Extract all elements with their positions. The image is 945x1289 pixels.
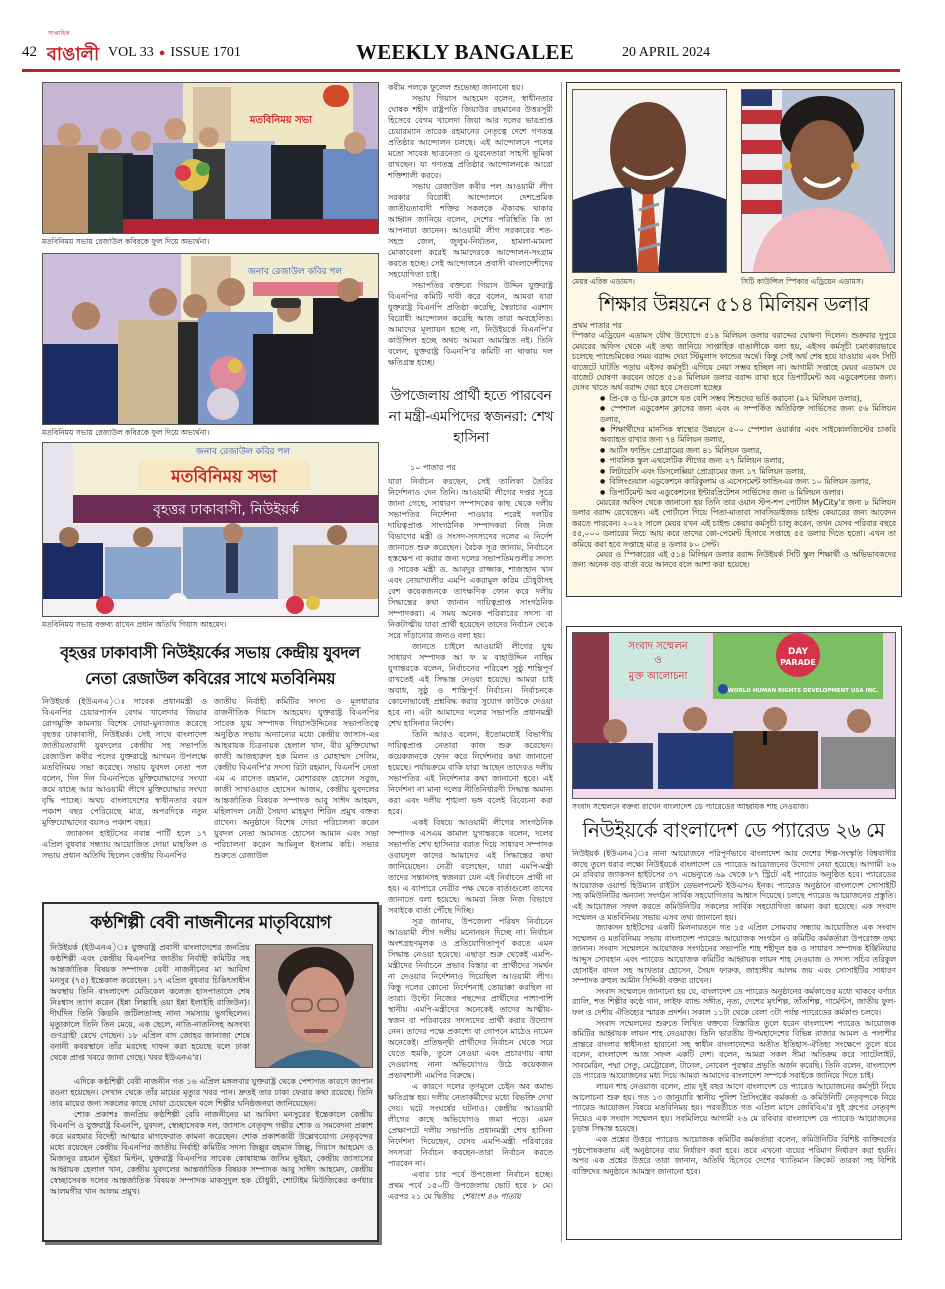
middle-story-text: [388, 476, 553, 1240]
education-bullet: ● লিটারেসি এবং ডিসলেক্সিয়া প্রোগ্রামের জন্য ১৭ মিলিয়ন ডলার,: [572, 467, 896, 477]
middle-para2: জানতে চাইলে আওয়ামী লীগের যুগ্ম সাধারণ সম্পাদক আ ফ ম বাহাউদ্দিন নাছিম যুগান্তরকে বলেন, নির্বাচনের পরিবেশ সুষ্ঠু শান্তিপূর্ণ রাখতেই এই সিদ্ধান্ত নেওয়া হয়েছে। আমরা চাই অবাধ, সুষ্ঠু ও শান্তিপূর্ণ নির্বাচন। নির্বাচনকে কোনোভাবেই প্রশ্নবিদ্ধ করার সুযোগ কাউকে দেওয়া হবে না। এটা আমাদের দলের সভাপতি প্রধানমন্ত্রী শেখ হাসিনার নির্দেশ।: [388, 642, 553, 728]
parade-para2: জ্যাকসন হাইটসের একটি মিলনায়তনে গত ১৫ এপ্রিল সোমবার সন্ধ্যায় আয়োজিত এক সংবাদ সম্মেলন ও মতবিনিময় সভায় বাংলাদেশ প্যারেড আয়োজক সংগঠন ও কমিটির কর্মকর্তারা উপরোক্ত তথ্য জানান। সংবাদ সম্মেলনে আয়োজক সংগঠনের সভাপতি শাহ শহীদুল হক ও সাধারণ সম্পাদক ইঞ্জিনিয়ার আব্দুস সোবহান এবং প্যারেড আয়োজক কমিটির আহ্বায়ক লায়ন শাহ নেওয়াজ ও সদস্য সচিব তরিকুল হোসাইন বাদল সহ আখতার হোসেন, সৈয়দ ফারুক, জাহাঙ্গীর আলম জয় এবং সোসাইটির সাধারণ সম্পাদক রুহুল আমীন সিদ্দিকী বক্তব্য রাখেন।: [572, 923, 896, 986]
banner-right-day: DAY: [787, 647, 809, 657]
photo-reception-2-caption: মতবিনিময় সভায় রেজাউল কবিরকে ফুল দিয়ে অভ্যর্থনা।: [42, 428, 210, 437]
column-divider: [561, 82, 562, 1242]
obituary-para1: [50, 942, 250, 1074]
photo-reception-1: [42, 82, 379, 234]
education-headline: শিক্ষার উন্নয়নে ৫১৪ মিলিয়ন ডলার: [598, 292, 869, 316]
photo-speech: [42, 442, 379, 617]
education-bullet: ● ডিপার্টমেন্ট অব এডুকেশনের ইন্টারপ্রিটেশন সার্ভিসের জন্য ৬ মিলিয়ন ডলার।: [572, 488, 896, 498]
middle-cont-para4: সভাপতির বক্তব্যে গিয়াস উদ্দিন যুক্তরাষ্ট্র বিএনপির কমিটি দাবী করে বলেন, আমরা যারা যুক্তরাষ্ট্র বিএনপি প্রতিষ্ঠা করেছি, স্বৈরাচার এরশাদ বিরোধী আন্দোলন করেছি আজ তারা অবহেলিত। আমাদের মূল্যায়ন হচ্ছে না, নিউইয়র্কে বিএনপি'র কাউন্সিল হচ্ছে অথচ আমরা আমন্ত্রিত নই। তিনি বলেন, যুক্তরাষ্ট্র বিএনপি'র কমিটি না থাকায় দল ক্ষতিগ্রস্ত হচ্ছে।: [388, 281, 553, 367]
education-bullet: ● আর্টস ফান্ডিং প্রোগ্রামের জন্য ৪১ মিলিয়ন ডলার,: [572, 446, 896, 456]
education-intro: স্পিকার এড্রিয়েন এডামস যৌথ উদ্যোগে ৫১৪ মিলিয়ন ডলার বরাদ্দের ঘোষণা দিলেন। শুক্রবার দুপুরে মেয়রের অফিস থেকে এই তথ্য জানিয়ে সাপ্তাহিক বাঙালীকে বলা হয়, এইসব কর্মসূচী চমৎকারভাবে চলেছে প্যান্ডেমিকের সময় বরাদ্দ দেয়া স্টিমুলাস ফান্ডের অর্থে। কিন্তু সেই অর্থ শেষ হয়ে যাওয়ায় এবং সিটি বাজেটে ঘাটতি পড়ায় এইসব কর্মসূচী এগিয়ে নেয়া সম্ভব হচ্ছিল না। আগামী সপ্তাহে মেয়র এডামস যে বাজেট ঘোষণা করবেন তাতে ৫১৪ মিলিয়ন ডলার বরাদ্দ রাখা হবে ডিপার্টমেন্ট অব এডুকেশনের জন্য। যেসব খাতে অর্থ বরাদ্দ দেয়া হবে সেগুলো হচ্ছেঃ: [572, 331, 896, 393]
education-para-mycity: মেয়রের অফিস থেকে জানানো হয় তিনি তার ওয়ান স্টপ-শপ পোর্টাল MyCity'র জন্য ৮ মিলিয়ন ডলার বরাদ্দ রেখেছেন। এই পোর্টালে গিয়ে পিতা-মাতারা সাবসিডাইজড চাইল্ড কেয়ারের জন্য আবেদন করতে পারবেন। ২০২২ সালে মেয়র যখন এই চাইল্ড কেয়ার কর্মসূচী চালু করেন, তখন যেসব পরিবার বছরে ৫৫,০০০ ডলারের নিচে আয় করে তাদের কো-পেমেন্ট হিসাবে সপ্তাহে ৫৫ ডলার দিতে হতো। এখন তা কমিয়ে করা হবে সপ্তাহে মাত্র ৪ ডলার ৮০ সেন্ট।: [572, 497, 896, 549]
left-col1-para1: নিউইয়র্ক (ইউএনএ)ঃ সাবেক প্রধানমন্ত্রী ও বিএনপির চেয়ারপার্সন বেগম খালেদার জিয়ার রোগমুক্তি কামনায় বিশেষ দোয়া-মুনাজাত করেছে বৃহত্তর ঢাকাবাসী, নিউইয়র্ক। সেই সাথে বাংলাদেশ জাতীয়তাবাদী যুবদলের কেন্দ্রীয় সহ সভাপতি রেজাউল কবীর পলের যুক্তরাষ্ট্রে আগমন উপলক্ষে মতবিনিময় সভা করেছে। সভায় যুবদল নেতা পল বলেন, দিন দিন বিএনপিতে মুক্তিযোদ্ধাদের সংখ্যা কমে যাচ্ছে আর আওয়ামী লীগে মুক্তিযোদ্ধার সংখ্যা বৃদ্ধি পাচ্ছে। অথচ বাংলাদেশের স্বাধীনতার বয়স পঞ্চাশ বছর পেরিয়েছে মাত্র, অপরদিকে নতুন মুক্তিযোদ্ধাদের বয়সও পঞ্চাশ বছর।: [42, 697, 207, 827]
newspaper-logo: [46, 30, 100, 72]
photo-press-conference-image: [573, 633, 896, 799]
photo-reception-1-image: [43, 83, 379, 234]
middle-cont-para1: করীম পলকে ফুলেল শুভেচ্ছা জানানো হয়।: [388, 83, 524, 92]
masthead-rule: [22, 69, 900, 72]
education-para-closing: মেয়র ও স্পিকারের এই ৫১৪ মিলিয়ন ডলার বরাদ্দ নিউইয়র্ক সিটি স্কুল শিক্ষার্থী ও অভিভাবকদের জন্য অনেক বড় বার্তা বয়ে আনবে বলে আশা করা হয়েছে।: [572, 549, 896, 570]
photo-speaker-caption: সিটি কাউন্সিল স্পিকার এড্রিয়েন এডামস।: [741, 277, 864, 286]
parade-para6: এক প্রশ্নের উত্তরে প্যারেড আয়োজক কমিটির কর্মকর্তারা বলেন, কমিউনিটির বিশিষ্ট ব্যক্তিবর্গের পৃষ্ঠপোষকতায় এই অনুষ্ঠানের ব্যয় নির্ধারণ করা হবে। তবে এখনো ব্যয়ের পরিমাণ নির্ধারণ করা হয়নি। অপর এক প্রশ্নের উত্তরে তারা জানান, অতিথি হিসেবে দেশের খ্যাতিমান ক্রিকেট তারকা সহ বিশিষ্ট ব্যক্তিদের অনুষ্ঠানে আমন্ত্রণ জানানো হবে।: [572, 1135, 896, 1176]
press-conference-caption: সংবাদ সম্মেলনে বক্তব্য রাখেন বাংলাদেশ ডে প্যারেডের আহ্বায়ক শাহ নেওয়াজ।: [572, 802, 809, 811]
education-bullet: ● শিক্ষার্থীদের মানসিক স্বাস্থ্যের উন্নয়নে ৫০০ স্পেশাল ওয়ার্কার এবং সাইকোলজিস্টের চাকরি অব্যাহত রাখার জন্য ৭৪ মিলিয়ন ডলার,: [572, 425, 896, 446]
middle-jump-from-text: ১০ পাতার পর: [410, 463, 456, 472]
left-story-headline: [40, 640, 380, 692]
photo2-banner-text: জনাব রেজাউল কবির পল: [247, 267, 343, 277]
obituary-portrait: [255, 944, 373, 1068]
education-jump-from: প্রথম পাতার পর: [572, 321, 622, 330]
education-bullet: ● পাবলিক স্কুল এথলেটিক লীগের জন্য ২৭ মিলিয়ন ডলার,: [572, 456, 896, 466]
photo1-banner-text: মতবিনিময় সভা: [249, 115, 313, 126]
parade-para1: নিউইয়র্ক (ইউএনএ)ঃ নানা আয়োজনে পরিপূর্ণভাবে বাংলাদেশ আর দেশের শিল্প-সংস্কৃতি বিশ্ববাসীর কাছে তুলে ধরার লক্ষ্যে নিউইয়র্কে বাংলাদেশ ডে প্যারেড আয়োজনের উদ্যোগ নেয়া হয়েছে। আগামী ২৬ মে রবিবার জ্যাকসন হাইটসের ৩৭ এভেন্যুতে ৬৯ থেকে ৮৭ স্ট্রিটে এই প্যারেড অনুষ্ঠিত হবে। প্যারেডের আয়োজক ওয়ার্ল্ড হিউম্যান রাইটস ডেভলপমেন্ট ইউএসএ ইনক। প্যারেড অনুষ্ঠানে বাংলাদেশ সোসাইটি সহ কমিউনিটির অন্যান্য সংগঠন সার্বিক সহযোগিতার আশ্বাস দিয়েছে। চলছে প্যারেড আয়োজনের প্রস্তুতি। এই আয়োজন সফল করতে কমিউনিটির সকলের সার্বিক সহযোগিতা কামনা করা হয়েছে। এক সংবাদ সম্মেলন ও মতবিনিময় সভায় এসব তথ্য জানানো হয়।: [572, 849, 896, 922]
middle-cont-para3: সভায় রেজাউল কবীর পল আওয়ামী লীগ সরকার বিরোধী আন্দোলনে দেশপ্রেমিক জাতীয়তাবাদী শক্তির সকলকে ঐক্যবদ্ধ থাকার আহ্বান জানিয়ে বলেন, দেশের পরিস্থিতি কি তা আপনারা জানেন। আওয়ামী লীগ সরকারের শত-সহস্র জেল, জুলুম-নির্যাতন, হামলা-মামলা মোকাবেলা করেই আমাদেরকে আন্দোলন-সংগ্রাম করতে হচ্ছে। সেই আন্দোলনে প্রবাসী বাংলাদেশীদের সহযোগিতা চাই।: [388, 182, 553, 279]
issue: ISSUE 1701: [170, 45, 241, 60]
middle-para7-text: এবার চার পর্বে উপজেলা নির্বাচন হচ্ছে। প্রথম পর্বে ১৫০টি উপজেলায় ভোট হবে ৮ মে। এরপর ২১ মে দ্বিতীয়: [388, 1170, 553, 1201]
photo-reception-2-image: [43, 254, 379, 425]
obituary-portrait-image: [256, 945, 373, 1068]
volume: VOL 33: [108, 45, 154, 60]
education-funding-box: [566, 82, 902, 597]
photo-reception-2: [42, 253, 379, 425]
photo3-banner-top: জনাব রেজাউল কবির পল: [195, 447, 291, 457]
photo3-banner-bottom: বৃহত্তর ঢাকাবাসী, নিউইয়র্ক: [153, 502, 299, 518]
banner-left-line3: মুক্ত আলোচনা: [628, 671, 688, 682]
banner-right-org: WORLD HUMAN RIGHTS DEVELOPMENT USA INC.: [727, 688, 879, 694]
middle-para3: তিনি আরও বলেন, ইতোমধ্যেই বিভাগীয় দায়িত্বপ্রাপ্ত নেতারা কাজ শুরু করেছেন। কয়েকজনকে ফোন করে নির্দেশনার কথা জানানো হয়েছে। পর্যায়ক্রমে বাকি যারা আছেন তাদেরও দলীয় সভাপতির এই নির্দেশনার কথা জানানো হবে। এই নির্দেশনা না মানা দলের নীতিনির্ধারণী সিদ্ধান্ত অমান্য করা এবং দলীয় শৃঙ্খলা ভঙ্গ বলেই বিবেচনা করা হবে।: [388, 730, 553, 816]
volume-issue: [108, 45, 241, 61]
left-col2-para1: জাতীয় নির্বাহী কমিটির সদস্য ও মূলধারার রাজনীতিক গিয়াস আহমেদ। যুক্তরাষ্ট্র বিএনপির সাবেক যুগ্ম সম্পাদক গিয়াসউদ্দিনের সভাপতিত্বে অনুষ্ঠিত সভায় অন্যান্যের মধ্যে কেন্দ্রীয় জাসাস-এর আহবায়ক চিত্রনায়ক হেলাল খান, বীর মুক্তিযোদ্ধা কাজী আজহারুল হক মিলন ও মোহাম্মদ সেলিম, কেন্দ্রীয় বিএনপি'র সদস্য রিটা রহমান, বিএনপি নেতা এম এ বাসেত রহমান, মোশাররফ হোসেন সবুজ, কাজী সাখাওয়াত হোসেন আজম, কেন্দ্রীয় যুবদলের আন্তর্জাতিক বিষয়ক সম্পাদক আবু সাঈদ আহমদ, মহিলাদল নেত্রী সৈয়দা মাহমুদা শিরিন প্রমুখ বক্তব্য রাখেন। অনুষ্ঠানে বিশেষ দোয়া পরিচালনা করেন যুবদল নেতা আমানত হোসেন আমান এবং সভা পরিচালনা করেন আমিনুল ইসলাম কচি। সভার শুরুতে রেজাউল: [214, 697, 379, 860]
photo-mayor-caption: মেয়র এরিক এডামস।: [572, 277, 635, 286]
banner-right-parade: PARADE: [780, 658, 816, 667]
left-story-col1: [42, 696, 207, 894]
obituary-para2: [50, 1076, 373, 1238]
obituary-para1-text: নিউইয়র্ক (ইউএনএ)ঃ যুক্তরাষ্ট্র প্রবাসী বাংলাদেশের জনপ্রিয় কণ্ঠশিল্পী এবং কেন্দ্রীয় বিএনপির জাতীয় নির্বাহী কমিটির সহ আন্তর্জাতিক বিষয়ক সম্পাদক বেবী নাজনীনের মা আবিদা মনসুর (৭৫) ইন্তেকাল করেছেন। ১৭ এপ্রিল বুধবার চিকিৎসাধীন অবস্থায় তিনি বাংলাদেশ মেডিকেল কলেজ হাসপাতালে শেষ নিঃশ্বাস ত্যাগ করেন (ইন্না লিল্লাহি ওয়া ইন্না ইলাইহি রাজিউন)। দীর্ঘদিন তিনি কিডনি জটিলতাসহ নানা সমস্যায় ভুগছিলেন। মৃত্যুকালে তিনি তিন মেয়ে, এক ছেলে, নাতি-নাতনিসহ অসংখ্য গুণগ্রাহী রেখে গেছেন। ১৮ এপ্রিল বাদ জোহর জানাজা শেষে বনানী কবরস্থানে তাঁর মরদেহ দাফন করা হয়েছে বলে ঢাকা থেকে প্রাপ্ত খবরে জানা গেছে। খবর ইউএনএ'র।: [50, 943, 250, 1062]
photo-speaker-image: [742, 90, 895, 273]
photo-press-conference: [572, 632, 896, 799]
photo-speech-image: [43, 443, 379, 617]
publication-title: WEEKLY BANGALEE: [356, 40, 574, 64]
photo-speaker: [741, 89, 895, 273]
parade-para3: সংবাদ সম্মেলনে জানানো হয় যে, বাংলাদেশ ডে প্যারেড অনুষ্ঠানের কর্মকাণ্ডের মধ্যে থাকবে বর্ণাঢ্য র‌্যালি, শত শিল্পীর কণ্ঠে গান, লাইফ ব্যান্ড সঙ্গীত, নৃত্য, দেশের মৃৎশিল্প, তাঁতশিল্প, গার্মেন্টস, জাতীয় ফুল-ফল ও দেশীয় ঐতিহ্যের স্মারক প্রদর্শন। সকাল ১১টা থেকে বেলা ৩টা পর্যন্ত প্যারেডের কর্মকাণ্ড চলবে।: [572, 986, 896, 1017]
middle-cont-text: [388, 82, 553, 378]
banner-left-line1: সংবাদ সম্মেলন: [628, 641, 688, 652]
obituary-para2-text: এদিকে কণ্ঠশিল্পী বেবী নাজনীন গত ১৬ এপ্রিল মঙ্গলবার যুক্তরাষ্ট্র থেকে পেশাগত কারণে জাপান রওনা হয়েছেন। সেখান থেকে তাঁর মায়ের মৃত্যুর খবর পান। দ্রুতই তার ঢাকা ফেরার কথা রয়েছে। তিনি তার মায়ের জন্য সকলের কাছে দোয়া চেয়েছেন বলে শিল্পীর ঘনিষ্ঠজনরা জানিয়েছেন।: [50, 1077, 373, 1108]
photo3-banner-mid: মতবিনিময় সভা: [171, 467, 277, 487]
parade-para5: লায়ন শাহ নেওয়াজ বলেন, প্রায় দুই বছর আগে বাংলাদেশ ডে প্যারেড আয়োজনের কর্মসূচী নিয়ে আলোচনা শুরু হয়। গত ১৩ জানুয়ারি স্থানীয় পুলিশ প্রিসিংক্টের কর্মকর্তা ও কমিউনিটি নেতৃবৃন্দকে নিয়ে প্যারেড আয়োজন বিষয়ে মতবিনিময় হয়। পরবর্তীতে গত এপ্রিল মাসে জেবিবিএ'র দুই গ্রুপের নেতৃবৃন্দ নিয়েও এক সংবাদ সম্মেলন হয়। সবমিলিয়ে আগামী ২৬ মে রবিবার বাংলাদেশ ডে প্যারেড আয়োজনের চূড়ান্ত সিদ্ধান্ত হয়েছে।: [572, 1082, 896, 1134]
education-bullet: ● স্পেশাল এডুকেশন ক্লাসের জন্য এবং এ সম্পর্কিত অতিরিক্ত সার্ভিসের জন্য ৫৬ মিলিয়ন ডলার,: [572, 404, 896, 425]
education-bullet-list: [572, 394, 896, 498]
middle-jump-to[interactable]: শেষাংশ ৪৬ পাতায়: [461, 1192, 521, 1201]
obituary-para3-text: শোক প্রকাশঃ জনপ্রিয় কণ্ঠশিল্পী বেবি নাজনীনের মা আবিদা মনসুরের ইন্তেকালে কেন্দ্রীয় বিএনপি ও যুক্তরাষ্ট্র বিএনপি, যুবদল, স্বেচ্ছাসেবক দল, জাসাস নেতৃবৃন্দ গভীর শোক ও সমবেদনা প্রকাশ করে মরহুমার বিদেহী আত্মার মাগফেরাত কামনা করেছেন। শোক প্রকাশকারী উল্লেখযোগ্য নেতৃবৃন্দের মধ্যে রয়েছেন কেন্দ্রীয় বিএনপির জাতীয় নির্বাহী কমিটির সদস্য জিল্লুর রহমান জিল্লু, গিয়াস আহমেদ ও মিজানুর রহমান ভূঁইয়া মিল্টন, যুক্তরাষ্ট্র বিএনপির সাবেক কোষাধ্যক্ষ জসিম ভূইয়া, কেন্দ্রীয় জাসাসের আহ্বায়ক হেলাল খান, কেন্দ্রীয় যুবদলের আন্তর্জাতিক বিষয়ক সম্পাদক আবু সাঈদ আহমেদ, কেন্দ্রীয় স্বেচ্ছাসেবক দলের আন্তর্জাতিক বিষয়ক সম্পাদক মাকসুদুল হক চৌধুরী, শোটাইম মিউজিকের কর্ণধার আলমগীর খান আলম প্রমুখ।: [50, 1110, 373, 1196]
photo-speech-caption: মতবিনিময় সভায় বক্তব্য রাখেন প্রধান অতিথি গিয়াস আহমেদ।: [42, 620, 227, 629]
bullet-icon: ●: [158, 47, 166, 59]
day-parade-box: [566, 626, 902, 1240]
masthead: [22, 30, 900, 76]
left-story-col2: [214, 696, 379, 894]
photo-reception-1-caption: মতবিনিময় সভায় রেজাউল কবিরকে ফুল দিয়ে অভ্যর্থনা।: [42, 237, 210, 246]
middle-para7: [388, 1169, 553, 1202]
middle-cont-para2: সভায় গিয়াস আহমেদ বলেন, স্বাধীনতার ঘোষক শহীদ রাষ্ট্রপতি জিয়াউর রহমানের উত্তরসূরী হিসেবে বেগম খালেদা জিয়া আর দলের ভারপ্রাপ্ত চেয়ারম্যান তারেক রহমানের নেতৃত্বে দেশে গণতন্ত্র প্রতিষ্ঠার আন্দোলন চলছে। এই আন্দোলনে পলের মতো সাবেক ছাত্রনেতা ও যুবনেতারা সাহসী ভূমিকা রাখছেন। যা গণতন্ত্র প্রতিষ্ঠার আন্দোলনকে আরো শক্তিশালী করবে।: [388, 94, 553, 180]
logo-small-text: সাপ্তাহিক: [48, 30, 70, 37]
day-parade-text: [572, 849, 896, 1235]
middle-para5: সূত্র জানায়, উপজেলা পরিষদ নির্বাচনে আওয়ামী লীগ দলীয় মনোনয়ন দিচ্ছে না। নির্বাচন অংশগ্রহণমূলক ও প্রতিযোগিতাপূর্ণ করতে এমন সিদ্ধান্ত নেওয়া হয়েছে। এছাড়া শুরু থেকেই এমপি-মন্ত্রীদের নির্বাচনে প্রভাব বিস্তার বা প্রার্থীদের সমর্থন না দেওয়ার নির্দেশনাও দিয়েছিল আওয়ামী লীগ। কিন্তু দলের কোনো নির্দেশনাই তোয়াক্কা করছিল না তারা। উল্টো নিজের পছন্দের প্রার্থীদের পাশাপাশি স্থানীয় এমপি-মন্ত্রীদের অনেকেই তাদের আত্মীয়-স্বজন বা পরিবারের সদস্যদের প্রার্থী করার উদ্যোগ নেন। তাদের পক্ষে প্রকাশ্যে বা গোপনে মাঠেও নামেন অনেকেই। প্রতিদ্বন্দ্বী প্রার্থীদের নির্বাচন থেকে সরে যেতে হুমকি, তুলে নেওয়া এবং প্রচারণায় বাধা দেওয়াসহ নানা অভিযোগও উঠে কয়েকজন প্রভাবশালী এমপির বিরুদ্ধে।: [388, 917, 553, 1080]
education-bullet: ● বিলিংগুয়াল এডুকেশনে কারিকুলাম ও এসেসমেন্ট ফান্ডিংএর জন্য ১০ মিলিয়ন ডলার,: [572, 477, 896, 487]
obituary-headline: কণ্ঠশিল্পী বেবী নাজনীনের মাতৃবিয়োগ: [90, 913, 331, 933]
photo-mayor-image: [573, 90, 727, 273]
middle-headline: উপজেলায় প্রার্থী হতে পারবেন না মন্ত্রী-এমপিদের স্বজনরা: শেখ হাসিনা: [388, 388, 554, 446]
obituary-box: [42, 902, 379, 1242]
middle-para1: যারা নির্বাচন করছেন, সেই তালিকা তৈরির নির্দেশনাও দেন তিনি। আওয়ামী লীগের দপ্তর সূত্রে জানা গেছে, সাধারণ সম্পাদকের কাছ থেকে দলীয় সভাপতির নির্দেশনা পাওয়ার পরেই দলটির দায়িত্বপ্রাপ্ত সাংগঠনিক সম্পাদকরা নিজ নিজ বিভাগের মন্ত্রী ও সংসদ-সদস্যদের দলের এ নির্দেশ জানাতে শুরু করেছেন। বৈঠক সূত্র জানায়, নির্বাচনে হস্তক্ষেপ না করার জন্য দলের সভাপতিমণ্ডলীর সদস্য ও সাবেক মন্ত্রী ড. আবদুর রাজ্জাক, শাজাহান খান এবং নোয়াখালীর এমপি একরামুল করিম চৌধুরীসহ বেশ কয়েকজনকে তাৎক্ষণিক ফোন করে দলীয় সিদ্ধান্তের কথা জানান দায়িত্বপ্রাপ্ত সাংগঠনিক সম্পাদকরা। এ সময় অনেক পরিবারের সদস্য বা নিকটাত্মীয় যারা প্রার্থী হয়েছেন তাদের নির্বাচন থেকে সরে দাঁড়ানোর জন্যও বলা হয়।: [388, 477, 553, 640]
logo-text: বাঙালী: [46, 44, 100, 65]
education-text: [572, 321, 896, 593]
parade-para4: সংবাদ সম্মেলনের শুরুতে লিখিত বক্তব্যে বিস্তারিত তুলে ধরেন বাংলাদেশ প্যারেড আয়োজক কমিটির আহ্বায়ক লায়ন শাহ নেওয়াজ। তিনি ভারতীয় উপমহাদেশের বিভিন্ন রাজার আমল ও পলাশীর প্রান্তরে বাংলার স্বাধীনতা হারানো সহ স্বাধীন বাংলাদেশের অতীত ইতিহাস-ঐতিহ্য সংক্ষেপে তুলে ধরে বলেন, বাংলাদেশ আজ সফল একটি দেশ। বলেন, আমরা সকল সীমা অতিক্রম করে স্যাটেলাইট, সাবমেরিন, পদ্মা সেতু, মেট্রোরেল, টানেল, নোবেল পুরস্কার প্রভৃতি অর্জন করেছি। তিনি বলেন, বাংলাদেশ ডে প্যারেড আয়োজনের মধ্য দিয়ে আমরা আমাদের বাংলাদেশ সম্পর্কে সবাইকে জানিয়ে দিতে চাই।: [572, 1018, 896, 1081]
banner-left-line2: ও: [654, 655, 662, 666]
middle-para6: এ কারণে দলের তৃণমূলে চেইন অব কমান্ড ক্ষতিগ্রস্ত হয়। দলীয় নেতাকর্মীদের মধ্যে বিভক্তি দেখা দেয়। ঘটে সংঘর্ষের ঘটনাও। কেন্দ্রীয় আওয়ামী লীগের কাছে অভিযোগও জমা পড়ে। এমন প্রেক্ষাপটে দলীয় সভাপতি প্রধানমন্ত্রী শেখ হাসিনা নির্দেশনা দিয়েছেন, যেসব এমপি-মন্ত্রী পরিবারের সদস্যরা নির্বাচন করছেন-তারা নির্বাচন করতে পারবেন না।: [388, 1082, 553, 1168]
education-bullet: ● প্রি-কে ও থ্রি-কে ক্লাসে যত বেশি সম্ভব শিশুদের ভর্তি করানো (৯২ মিলিয়ন ডলার),: [572, 394, 896, 404]
middle-jump-from: [410, 462, 530, 473]
photo-mayor: [572, 89, 727, 273]
left-col1-para2: জ্যাকসন হাইটসের নবান্ন পার্টি হলে ১৭ এপ্রিল বুধবার সন্ধ্যায় আয়োজিত দোয়া মাহফিল ও সভায় প্রধান অতিথি ছিলেন কেন্দ্রীয় বিএনপির: [42, 829, 207, 860]
middle-para4: একই বিষয়ে আওয়ামী লীগের সাংগঠনিক সম্পাদক এসএম কামাল যুগান্তরকে বলেন, দলের সভাপতি শেখ হাসিনার বরাত দিয়ে সাধারণ সম্পাদক ওবায়দুল কাদের আমাদের এই সিদ্ধান্তের কথা জানিয়েছেন। নেত্রী বলেছেন, যারা এমপি-মন্ত্রী তাদের সন্তানসহ স্বজনরা যেন এই নির্বাচনে প্রার্থী না হয়। এ ব্যাপারে নেত্রীর পক্ষ থেকে বার্তাগুলো তাদের জানাতে বলা হয়েছে। আমরা নিজ নিজ বিভাগে সবাইকে বার্তা পৌঁছে দিচ্ছি।: [388, 818, 553, 915]
issue-date: 20 APRIL 2024: [622, 45, 711, 60]
left-headline-line1: বৃহত্তর ঢাকাবাসী নিউইয়র্কের সভায় কেন্দ্রীয় যুবদল: [60, 643, 360, 662]
left-headline-line2: নেতা রেজাউল কবিরের সাথে মতবিনিময়: [84, 669, 336, 688]
day-parade-headline: নিউইয়র্কে বাংলাদেশ ডে প্যারেড ২৬ মে: [582, 818, 885, 842]
page-number: 42: [22, 44, 37, 60]
